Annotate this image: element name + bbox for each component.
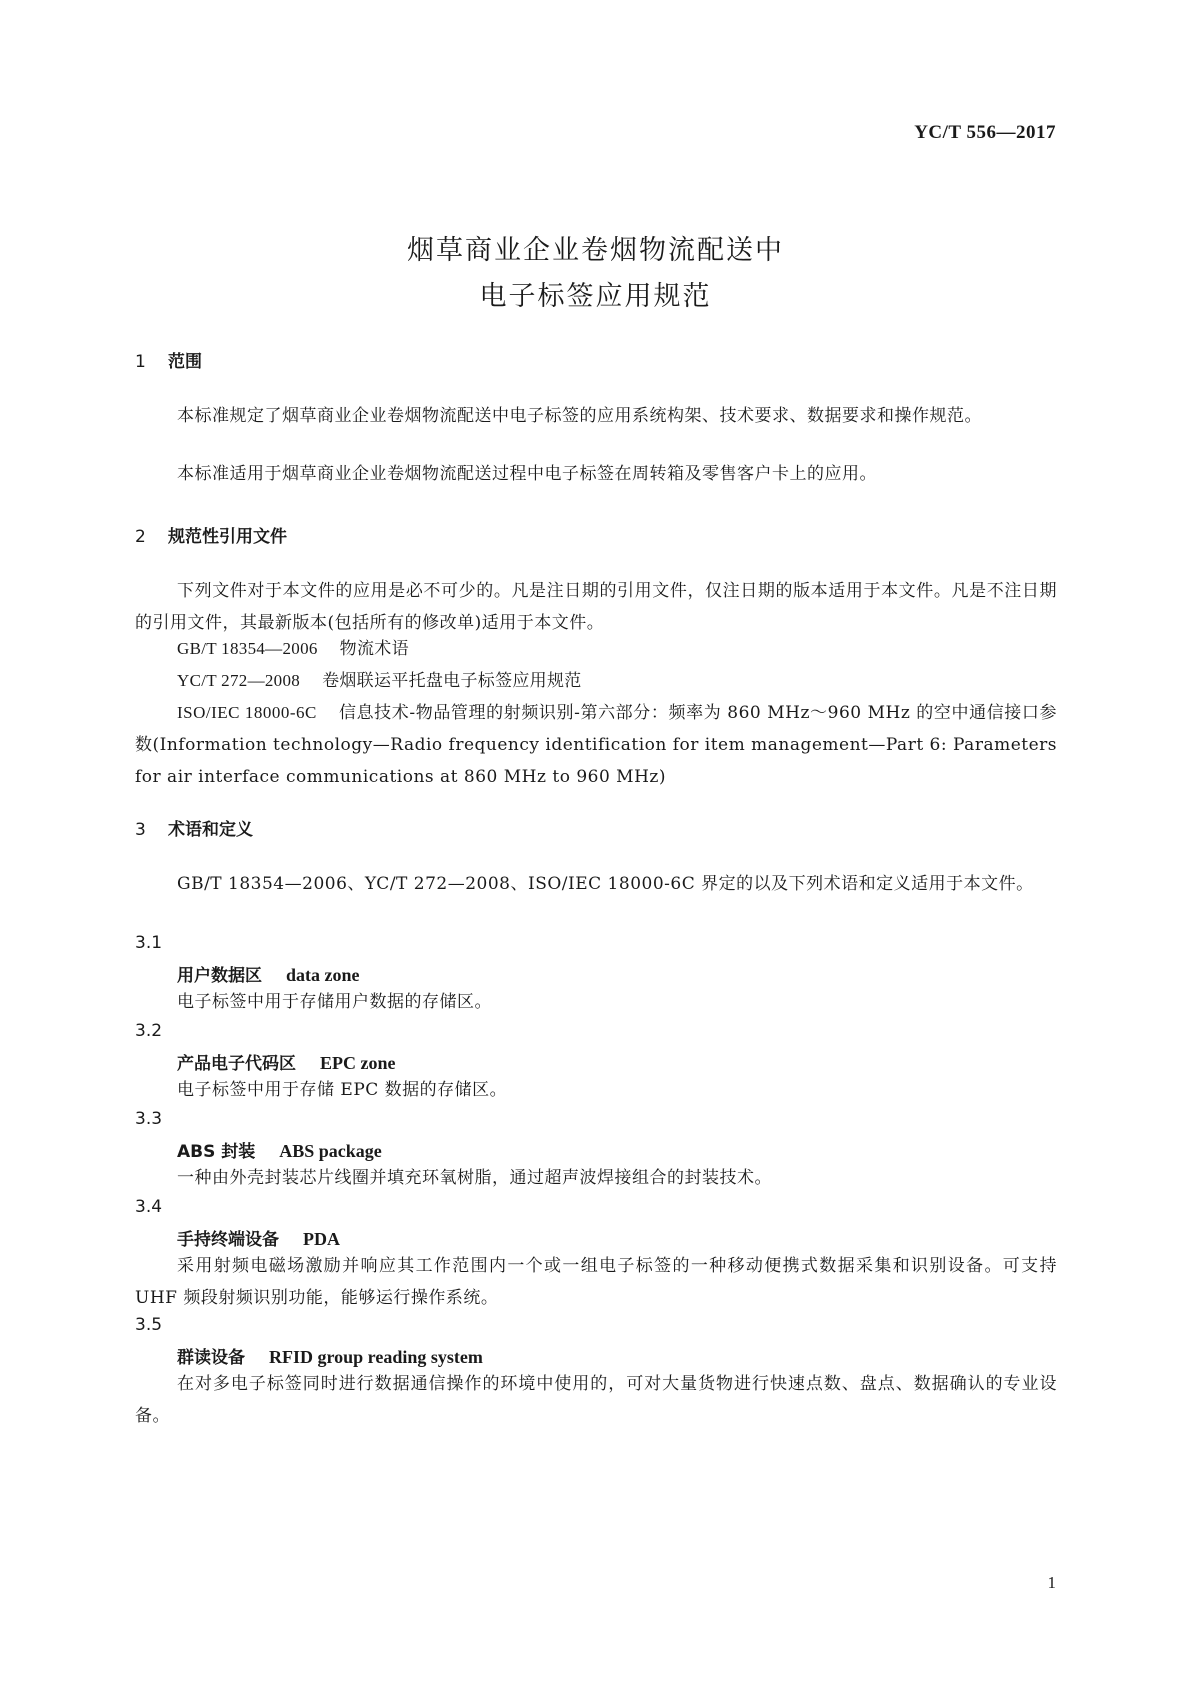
term-definition: 电子标签中用于存储用户数据的存储区。 [177,992,492,1012]
standard-code: YC/T 556—2017 [914,122,1056,143]
reference-title: 物流术语 [339,639,409,659]
term-heading [177,1049,396,1074]
section-heading-terms [135,815,253,840]
section-title: 术语和定义 [168,820,253,840]
term-number: 3.2 [135,1021,163,1041]
term-heading [177,1225,340,1250]
term-number: 3.1 [135,933,163,953]
term-en: PDA [303,1229,340,1249]
term-zh: 群读设备 [177,1348,245,1368]
term-en: EPC zone [320,1053,396,1073]
term-number: 3.4 [135,1197,163,1217]
page-number: 1 [1047,1573,1056,1592]
term-zh: 手持终端设备 [177,1230,279,1250]
document-title-line-2: 电子标签应用规范 [479,281,712,312]
reference-code: ISO/IEC 18000-6C [177,703,317,722]
term-en: ABS package [279,1141,382,1161]
section-heading-scope [135,347,202,372]
term-definition: 在对多电子标签同时进行数据通信操作的环境中使用的，可对大量货物进行快速点数、盘点、数据确认的专业设备。 [135,1374,1057,1426]
terms-intro: GB/T 18354—2006、YC/T 272—2008、ISO/IEC 18000-6C 界定的以及下列术语和定义适用于本文件。 [177,874,1034,894]
term-zh: 产品电子代码区 [177,1054,296,1074]
section-title: 范围 [168,352,202,372]
term-heading [177,961,360,986]
reference-title: 卷烟联运平托盘电子标签应用规范 [322,671,582,691]
term-definition: 电子标签中用于存储 EPC 数据的存储区。 [177,1080,508,1100]
document-title-line-1: 烟草商业企业卷烟物流配送中 [407,235,784,266]
section-number: 2 [135,527,146,547]
section-number: 1 [135,352,146,372]
references-intro: 下列文件对于本文件的应用是必不可少的。凡是注日期的引用文件，仅注日期的版本适用于本文件。凡是不注日期的引用文件，其最新版本(包括所有的修改单)适用于本文件。 [135,581,1057,633]
reference-title: 信息技术-物品管理的射频识别-第六部分：频率为 860 MHz～960 MHz 的空中通信接口参数(Information technology—Radio frequency identification for item management—Part 6: Parameters for air interface communications at 860 MHz to 960 MHz) [135,703,1058,787]
reference-item-iso [135,697,1057,793]
section-heading-normative-references [135,522,287,547]
reference-code: GB/T 18354—2006 [177,639,318,658]
term-definition: 一种由外壳封装芯片线圈并填充环氧树脂，通过超声波焊接组合的封装技术。 [177,1168,772,1188]
term-zh: 用户数据区 [177,966,262,986]
section-title: 规范性引用文件 [168,527,287,547]
term-heading [177,1137,382,1162]
term-definition: 采用射频电磁场激励并响应其工作范围内一个或一组电子标签的一种移动便携式数据采集和识别设备。可支持 UHF 频段射频识别功能，能够运行操作系统。 [135,1256,1057,1308]
term-heading [177,1343,483,1368]
term-number: 3.3 [135,1109,163,1129]
section-number: 3 [135,820,146,840]
scope-paragraph-2: 本标准适用于烟草商业企业卷烟物流配送过程中电子标签在周转箱及零售客户卡上的应用。 [177,464,877,484]
term-en: data zone [286,965,360,985]
reference-item [177,633,409,665]
term-en: RFID group reading system [269,1347,483,1367]
scope-paragraph-1: 本标准规定了烟草商业企业卷烟物流配送中电子标签的应用系统构架、技术要求、数据要求和操作规范。 [177,406,982,426]
term-zh: ABS 封装 [177,1142,256,1162]
term-number: 3.5 [135,1315,163,1335]
reference-code: YC/T 272—2008 [177,671,301,690]
reference-item [177,665,582,697]
